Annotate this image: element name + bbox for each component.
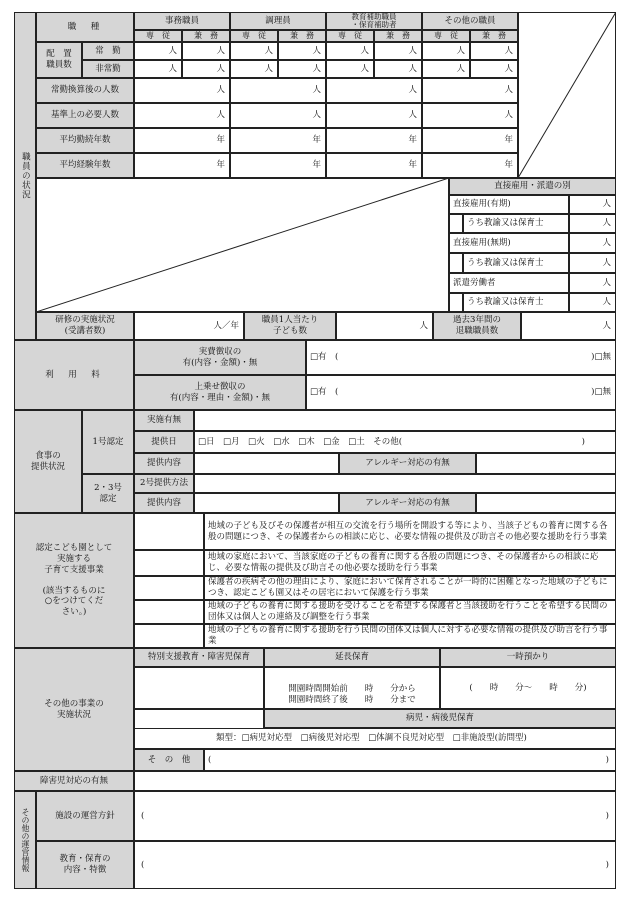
other-business-label: その他の事業の 実施状況 — [14, 648, 134, 771]
direct-open-teachers-label: うち教諭又は保育士 — [463, 253, 569, 273]
extra-no-option[interactable]: )□無 — [591, 387, 611, 398]
tenure-label: 平均勤続年数 — [36, 128, 134, 153]
features-field[interactable] — [134, 841, 616, 889]
content1-field[interactable] — [194, 453, 339, 474]
cell-regular-edu-part[interactable]: 人 — [374, 42, 422, 60]
implemented-label: 実施有無 — [134, 410, 194, 431]
cook-part: 兼 務 — [278, 30, 326, 42]
experience-edu[interactable]: 年 — [326, 153, 422, 178]
dispatch-label: 派遣労働者 — [449, 273, 569, 293]
cell-regular-edu-full[interactable]: 人 — [326, 42, 374, 60]
staff-section-label: 職員の状況 — [14, 12, 36, 340]
col-clerk: 事務職員 — [134, 12, 230, 30]
support-item-5: 地域の子どもの養育に関する援助を行う民間の団体又は個人に対する必要な情報の提供及び助言を行う事業 — [204, 624, 616, 648]
dispatch-indent — [449, 293, 463, 312]
actual-yes-option[interactable]: □有 ( — [310, 352, 339, 363]
experience-cook[interactable]: 年 — [230, 153, 326, 178]
direct-fixed-teachers-value[interactable]: 人 — [569, 214, 616, 233]
fte-label: 常勤換算後の人数 — [36, 78, 134, 103]
method-field[interactable] — [194, 474, 616, 493]
allergy1-field[interactable] — [476, 453, 616, 474]
others-label: そ の 他 — [134, 749, 204, 771]
days-options[interactable]: □日 □月 □火 □水 □木 □金 □土 その他( — [198, 436, 403, 447]
actual-cost-field[interactable] — [306, 340, 616, 375]
direct-fixed-label: 直接雇用(有期) — [449, 195, 569, 214]
cell-regular-clerk-part[interactable]: 人 — [182, 42, 230, 60]
per-staff-value[interactable]: 人 — [336, 312, 433, 340]
dispatch-value[interactable]: 人 — [569, 273, 616, 293]
cell-nonregular-edu-part[interactable]: 人 — [374, 60, 422, 78]
features-open-paren: ( — [141, 859, 145, 870]
policy-label: 施設の運営方針 — [36, 791, 134, 841]
support-mark-1[interactable] — [134, 513, 204, 550]
support-item-3: 保護者の疾病その他の理由により、家庭において保育されることが一時的に困難となった地域の子どもにつき、認定こども園又はその居宅において保護を行う事業 — [204, 576, 616, 600]
special-support-label: 特別支援教育・障害児保育 — [134, 648, 264, 667]
days-field[interactable] — [194, 431, 616, 453]
regular-label: 常 勤 — [82, 42, 134, 60]
placement-label: 配 置 職員数 — [36, 42, 82, 78]
allergy1-label: アレルギー対応の有無 — [339, 453, 476, 474]
other-part: 兼 務 — [470, 30, 518, 42]
support-mark-3[interactable] — [134, 576, 204, 600]
direct-fixed-value[interactable]: 人 — [569, 195, 616, 214]
cell-nonregular-other-part[interactable]: 人 — [470, 60, 518, 78]
support-mark-4[interactable] — [134, 600, 204, 624]
implemented-field[interactable] — [194, 410, 616, 431]
support-item-4: 地域の子どもの養育に関する援助を受けることを希望する保護者と当該援助を行うことを希望する民間の団体又は個人との連絡及び調整を行う事業 — [204, 600, 616, 624]
col-edu-assistant: 教育補助職員 ・保育補助者 — [326, 12, 422, 30]
cert1-label: 1号認定 — [82, 410, 134, 474]
extra-fee-label: 上乗せ徴収の 有(内容・理由・金額)・無 — [134, 375, 306, 410]
direct-fixed-teachers-label: うち教諭又は保育士 — [463, 214, 569, 233]
required-label: 基準上の必要人数 — [36, 103, 134, 128]
cell-regular-other-part[interactable]: 人 — [470, 42, 518, 60]
management-section-label: その他の運営情報 — [14, 791, 36, 889]
days-close-paren: ) — [581, 436, 585, 447]
sick-care-label: 病児・病後児保育 — [264, 709, 616, 728]
allergy23-label: アレルギー対応の有無 — [339, 493, 476, 513]
cell-nonregular-edu-full[interactable]: 人 — [326, 60, 374, 78]
retired-label: 過去3年間の 退職職員数 — [433, 312, 521, 340]
tenure-cook[interactable]: 年 — [230, 128, 326, 153]
features-close-paren: ) — [605, 859, 609, 870]
dispatch-teachers-value[interactable]: 人 — [569, 293, 616, 312]
policy-open-paren: ( — [141, 810, 145, 821]
special-support-field[interactable] — [134, 667, 264, 709]
cell-nonregular-cook-full[interactable]: 人 — [230, 60, 278, 78]
fte-other[interactable]: 人 — [422, 78, 518, 103]
extended-times-field[interactable]: 開園時間開始前 時 分から 開園時間終了後 時 分まで — [264, 667, 440, 709]
fees-label: 利 用 料 — [14, 340, 134, 410]
cell-regular-cook-part[interactable]: 人 — [278, 42, 326, 60]
direct-fixed-indent — [449, 214, 463, 233]
days-label: 提供日 — [134, 431, 194, 453]
training-label: 研修の実施状況 (受講者数) — [36, 312, 134, 340]
cell-nonregular-other-full[interactable]: 人 — [422, 60, 470, 78]
support-item-2: 地域の家庭において、当該家庭の子どもの養育に関する各般の問題につき、その保護者からの相談に応じ、必要な情報の提供及び助言その他必要な援助を行う事業 — [204, 550, 616, 576]
nonregular-label: 非常勤 — [82, 60, 134, 78]
extra-yes-option[interactable]: □有 ( — [310, 387, 339, 398]
allergy23-field[interactable] — [476, 493, 616, 513]
features-label: 教育・保育の 内容・特徴 — [36, 841, 134, 889]
others-open-paren: ( — [208, 754, 212, 765]
disabled-field[interactable] — [134, 771, 616, 791]
cell-nonregular-clerk-part[interactable]: 人 — [182, 60, 230, 78]
cell-regular-other-full[interactable]: 人 — [422, 42, 470, 60]
content23-field[interactable] — [194, 493, 339, 513]
tenure-edu[interactable]: 年 — [326, 128, 422, 153]
per-staff-label: 職員1人当たり 子ども数 — [244, 312, 336, 340]
experience-clerk[interactable]: 年 — [134, 153, 230, 178]
extra-fee-field[interactable] — [306, 375, 616, 410]
temporary-times-field[interactable]: ( 時 分〜 時 分) — [440, 667, 616, 709]
sick-care-types[interactable]: 類型：□病児対応型 □病後児対応型 □体調不良児対応型 □非施設型(訪問型) — [216, 728, 616, 749]
cell-regular-clerk-full[interactable]: 人 — [134, 42, 182, 60]
blank-diagonal-area — [36, 178, 449, 312]
direct-open-indent — [449, 253, 463, 273]
others-close-paren: ) — [605, 754, 609, 765]
fte-cook[interactable]: 人 — [230, 78, 326, 103]
tenure-other[interactable]: 年 — [422, 128, 518, 153]
experience-other[interactable]: 年 — [422, 153, 518, 178]
policy-close-paren: ) — [605, 810, 609, 821]
col-cook: 調理員 — [230, 12, 326, 30]
clerk-full: 専 従 — [134, 30, 182, 42]
cell-nonregular-cook-part[interactable]: 人 — [278, 60, 326, 78]
others-field[interactable] — [204, 749, 616, 771]
actual-cost-label: 実費徴収の 有(内容・金額)・無 — [134, 340, 306, 375]
support-mark-2[interactable] — [134, 550, 204, 576]
content1-label: 提供内容 — [134, 453, 194, 474]
training-value[interactable]: 人／年 — [134, 312, 244, 340]
required-other[interactable]: 人 — [422, 103, 518, 128]
content23-label: 提供内容 — [134, 493, 194, 513]
dispatch-teachers-label: うち教諭又は保育士 — [463, 293, 569, 312]
support-label: 認定こども園として 実施する 子育て支援事業 (該当するものに ○をつけてくだ さい。) — [14, 513, 134, 648]
required-cook[interactable]: 人 — [230, 103, 326, 128]
sick-care-types-gap — [134, 728, 216, 749]
required-edu[interactable]: 人 — [326, 103, 422, 128]
support-mark-5[interactable] — [134, 624, 204, 648]
other-full: 専 従 — [422, 30, 470, 42]
experience-label: 平均経験年数 — [36, 153, 134, 178]
temporary-care-label: 一時預かり — [440, 648, 616, 667]
policy-field[interactable] — [134, 791, 616, 841]
cell-regular-cook-full[interactable]: 人 — [230, 42, 278, 60]
fte-edu[interactable]: 人 — [326, 78, 422, 103]
edu-part: 兼 務 — [374, 30, 422, 42]
method-label: 2号提供方法 — [134, 474, 194, 493]
required-clerk[interactable]: 人 — [134, 103, 230, 128]
disabled-label: 障害児対応の有無 — [14, 771, 134, 791]
staff-blank-diagonal — [518, 12, 616, 178]
meals-label: 食事の 提供状況 — [14, 410, 82, 513]
direct-hire-header: 直接雇用・派遣の別 — [449, 178, 616, 195]
cell-nonregular-clerk-full[interactable]: 人 — [134, 60, 182, 78]
direct-open-teachers-value[interactable]: 人 — [569, 253, 616, 273]
actual-no-option[interactable]: )□無 — [591, 352, 611, 363]
fte-clerk[interactable]: 人 — [134, 78, 230, 103]
cook-full: 専 従 — [230, 30, 278, 42]
support-item-1: 地域の子ども及びその保護者が相互の交流を行う場所を開設する等により、当該子どもの養育に関する各般の問題につき、その保護者からの相談に応じ、必要な情報の提供及び助言その他必要な援助を行う事業 — [204, 513, 616, 550]
direct-open-value[interactable]: 人 — [569, 233, 616, 253]
job-type-header: 職 種 — [36, 12, 134, 42]
retired-value[interactable]: 人 — [521, 312, 616, 340]
clerk-part: 兼 務 — [182, 30, 230, 42]
cert23-label: 2・3号 認定 — [82, 474, 134, 513]
extended-care-label: 延長保育 — [264, 648, 440, 667]
tenure-clerk[interactable]: 年 — [134, 128, 230, 153]
edu-full: 専 従 — [326, 30, 374, 42]
direct-open-label: 直接雇用(無期) — [449, 233, 569, 253]
col-other-staff: その他の職員 — [422, 12, 518, 30]
